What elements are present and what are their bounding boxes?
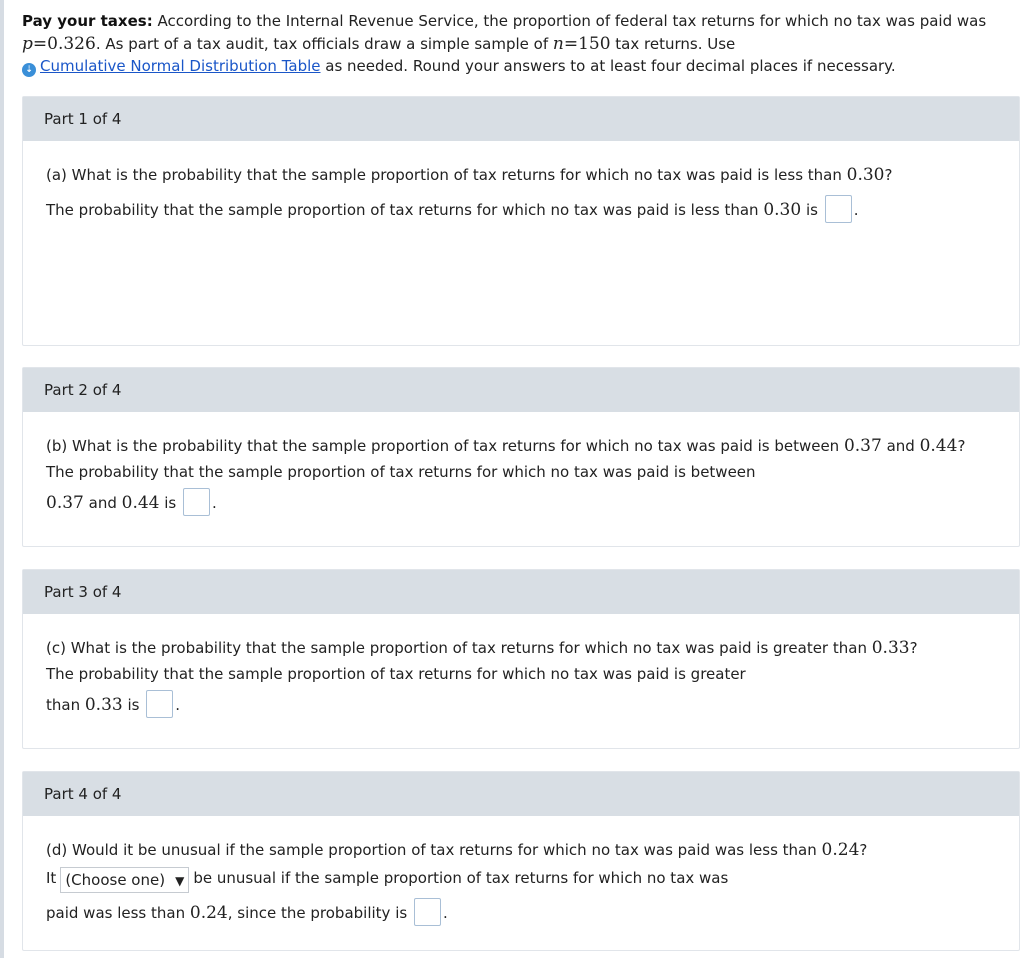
part-2-answer-line-1: The probability that the sample proportion of tax returns for which no tax was paid is between xyxy=(46,463,756,481)
part-2-question xyxy=(46,434,1019,458)
part-1-answer-line xyxy=(46,195,1019,219)
n-variable: n xyxy=(552,33,564,54)
answer-is: is xyxy=(801,201,818,219)
question-value: 0.30 xyxy=(846,165,885,185)
part-1-panel xyxy=(22,96,1020,346)
question-value: 0.33 xyxy=(871,638,910,658)
intro-text-3: tax returns. Use xyxy=(610,34,736,53)
question-value-1: 0.37 xyxy=(843,436,882,456)
equals-sign-2: = xyxy=(563,33,579,54)
intro-text-1: According to the Internal Revenue Service, the proportion of federal tax returns for which no tax was paid was xyxy=(152,12,987,30)
question-text: (c) What is the probability that the sample proportion of tax returns for which no tax was paid is greater than xyxy=(46,639,872,657)
part-3-answer-input[interactable] xyxy=(146,690,173,718)
normal-table-link[interactable]: Cumulative Normal Distribution Table xyxy=(40,57,321,75)
part-3-header: Part 3 of 4 xyxy=(23,570,1019,614)
expand-link-icon[interactable]: ⇣ xyxy=(22,63,36,77)
question-mark: ? xyxy=(859,841,868,859)
question-mark: ? xyxy=(909,639,918,657)
part-4-answer-line-1 xyxy=(46,866,1019,890)
question-mark: ? xyxy=(957,437,966,455)
answer-text: paid was less than xyxy=(46,904,190,922)
answer-and: and xyxy=(83,494,122,512)
part-1-answer-input[interactable] xyxy=(825,195,852,223)
intro-text-4: as needed. Round your answers to at least four decimal places if necessary. xyxy=(320,57,896,75)
part-4-answer-input[interactable] xyxy=(414,898,441,926)
part-3-answer-line-2 xyxy=(46,690,1019,714)
question-value: 0.24 xyxy=(821,840,860,860)
question-text: (b) What is the probability that the sample proportion of tax returns for which no tax was paid is between xyxy=(46,437,844,455)
problem-title: Pay your taxes: xyxy=(22,12,153,30)
part-3-answer-line-1: The probability that the sample proportion of tax returns for which no tax was paid is greater xyxy=(46,665,746,683)
answer-it: It xyxy=(46,869,57,887)
part-1-question xyxy=(46,163,1019,187)
part-1-header: Part 1 of 4 xyxy=(23,97,1019,141)
part-2-answer-line-2 xyxy=(46,488,1019,512)
question-value-2: 0.44 xyxy=(919,436,958,456)
choose-one-select[interactable] xyxy=(60,867,189,893)
part-2-answer-input[interactable] xyxy=(183,488,210,516)
left-edge-bar xyxy=(0,0,4,958)
period: . xyxy=(175,696,181,714)
n-value: 150 xyxy=(578,33,611,54)
question-text: (d) Would it be unusual if the sample proportion of tax returns for which no tax was paid was less than xyxy=(46,841,822,859)
answer-value: 0.33 xyxy=(84,695,123,715)
answer-text: The probability that the sample proportion of tax returns for which no tax was paid is less than xyxy=(46,201,764,219)
question-and: and xyxy=(881,437,920,455)
part-3-panel xyxy=(22,569,1020,749)
part-3-question xyxy=(46,636,1019,660)
period: . xyxy=(442,904,448,922)
part-4-question xyxy=(46,838,1019,862)
part-4-panel xyxy=(22,771,1020,951)
answer-value-2: 0.44 xyxy=(121,493,160,513)
answer-rest: be unusual if the sample proportion of tax returns for which no tax was xyxy=(193,869,729,887)
answer-is: is xyxy=(122,696,140,714)
equals-sign: = xyxy=(32,33,48,54)
intro-text-2: . As part of a tax audit, tax officials draw a simple sample of xyxy=(95,34,553,53)
period: . xyxy=(212,494,217,512)
p-variable: p xyxy=(22,33,33,54)
problem-intro xyxy=(22,10,1012,78)
dropdown-arrow-icon: ▼ xyxy=(175,874,185,888)
answer-value: 0.30 xyxy=(763,200,802,220)
period: . xyxy=(853,201,859,219)
part-4-header: Part 4 of 4 xyxy=(23,772,1019,816)
answer-since: , since the probability is xyxy=(227,904,408,922)
part-2-header: Part 2 of 4 xyxy=(23,368,1019,412)
part-4-answer-line-2 xyxy=(46,898,1019,922)
p-value: 0.326 xyxy=(47,33,96,54)
answer-value-1: 0.37 xyxy=(46,493,84,513)
question-mark: ? xyxy=(884,166,893,184)
answer-is: is xyxy=(159,494,177,512)
answer-value: 0.24 xyxy=(189,903,228,923)
question-text: (a) What is the probability that the sample proportion of tax returns for which no tax was paid is less than xyxy=(46,166,847,184)
answer-than: than xyxy=(46,696,85,714)
part-2-panel xyxy=(22,367,1020,547)
select-label: (Choose one) xyxy=(65,871,166,889)
